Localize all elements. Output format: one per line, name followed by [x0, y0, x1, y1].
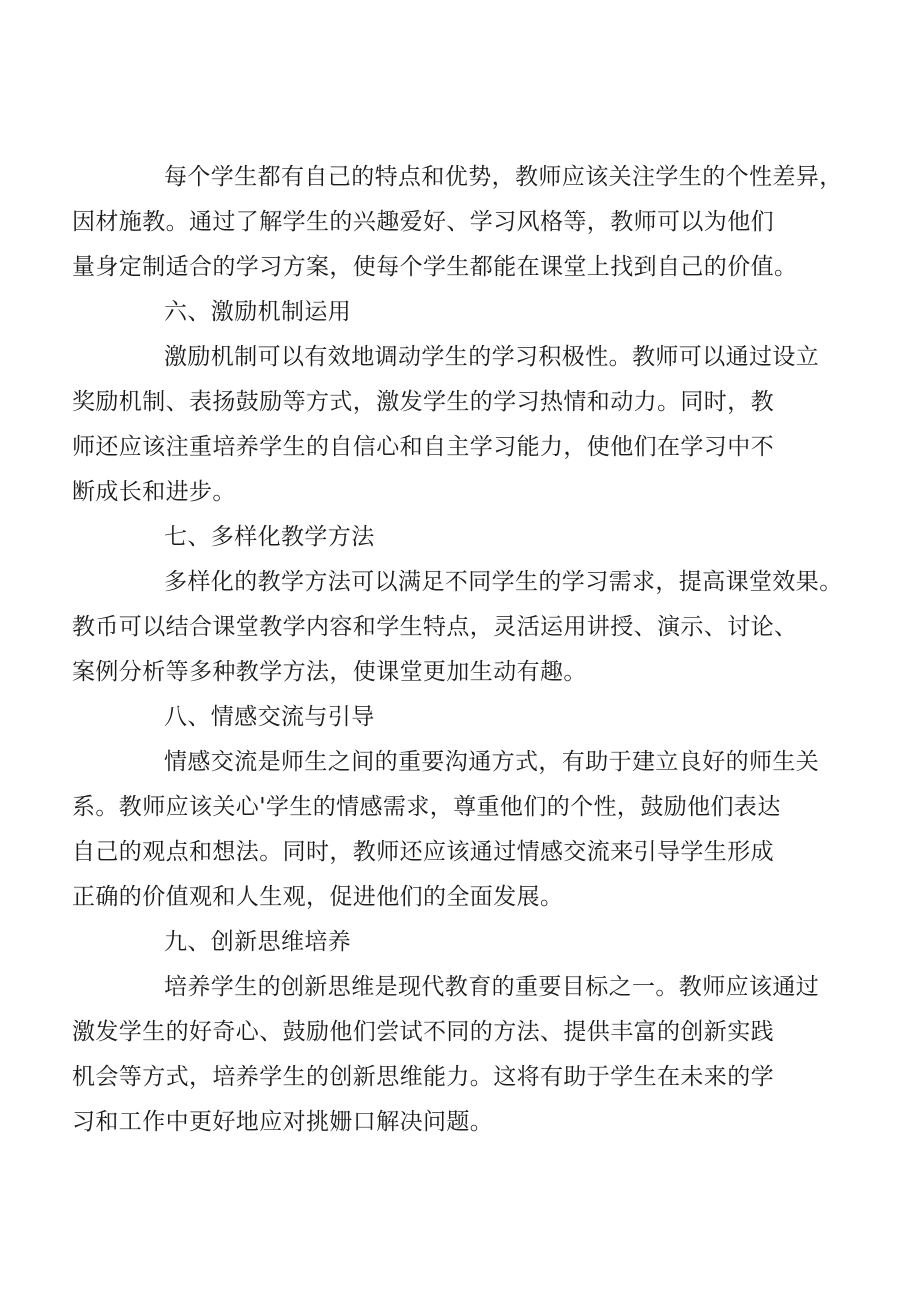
- text-line: 断成长和进步。: [72, 479, 236, 505]
- section-heading-seven: 七、多样化教学方法: [164, 524, 375, 550]
- text-line: 系。教师应该关心'学生的情感需求，尊重他们的个性，鼓励他们表达: [72, 794, 781, 820]
- text-line: 因材施教。通过了解学生的兴趣爱好、学习风格等，教师可以为他们: [72, 209, 774, 235]
- paragraph-creative-thinking: [72, 965, 838, 1145]
- paragraph-emotional-communication: [72, 740, 838, 920]
- text-line: 多样化的教学方法可以满足不同学生的学习需求，提高课堂效果。: [164, 569, 843, 595]
- paragraph-incentive-mechanism: [72, 335, 838, 515]
- text-line: 师还应该注重培养学生的自信心和自主学习能力，使他们在学习中不: [72, 434, 774, 460]
- text-line: 情感交流是师生之间的重要沟通方式，有助于建立良好的师生关: [164, 749, 820, 775]
- text-line: 量身定制适合的学习方案，使每个学生都能在课堂上找到自己的价值。: [72, 254, 798, 280]
- text-line: 奖励机制、表扬鼓励等方式，激发学生的学习热情和动力。同时，教: [72, 389, 774, 415]
- text-line: 教币可以结合课堂教学内容和学生特点，灵活运用讲授、演示、讨论、: [72, 614, 798, 640]
- text-line: 习和工作中更好地应对挑姗口解决问题。: [72, 1109, 494, 1135]
- paragraph-individual-differences: [72, 155, 843, 290]
- text-line: 正确的价值观和人生观，促进他们的全面发展。: [72, 884, 564, 910]
- text-line: 案例分析等多种教学方法，使课堂更加生动有趣。: [72, 659, 587, 685]
- document-body: [72, 155, 843, 1145]
- text-line: 机会等方式，培养学生的创新思维能力。这将有助于学生在未来的学: [72, 1064, 774, 1090]
- text-line: 自己的观点和想法。同时，教师还应该通过情感交流来引导学生形成: [72, 839, 774, 865]
- section-heading-eight: 八、情感交流与引导: [164, 704, 375, 730]
- section-heading-nine: 九、创新思维培养: [164, 929, 352, 955]
- paragraph-teaching-methods: [72, 560, 843, 695]
- text-line: 激发学生的好奇心、鼓励他们尝试不同的方法、提供丰富的创新实践: [72, 1019, 774, 1045]
- text-line: 激励机制可以有效地调动学生的学习积极性。教师可以通过设立: [164, 344, 820, 370]
- text-line: 培养学生的创新思维是现代教育的重要目标之一。教师应该通过: [164, 974, 820, 1000]
- section-heading-six: 六、激励机制运用: [164, 299, 352, 325]
- text-line: 每个学生都有自己的特点和优势，教师应该关注学生的个性差异，: [164, 164, 843, 190]
